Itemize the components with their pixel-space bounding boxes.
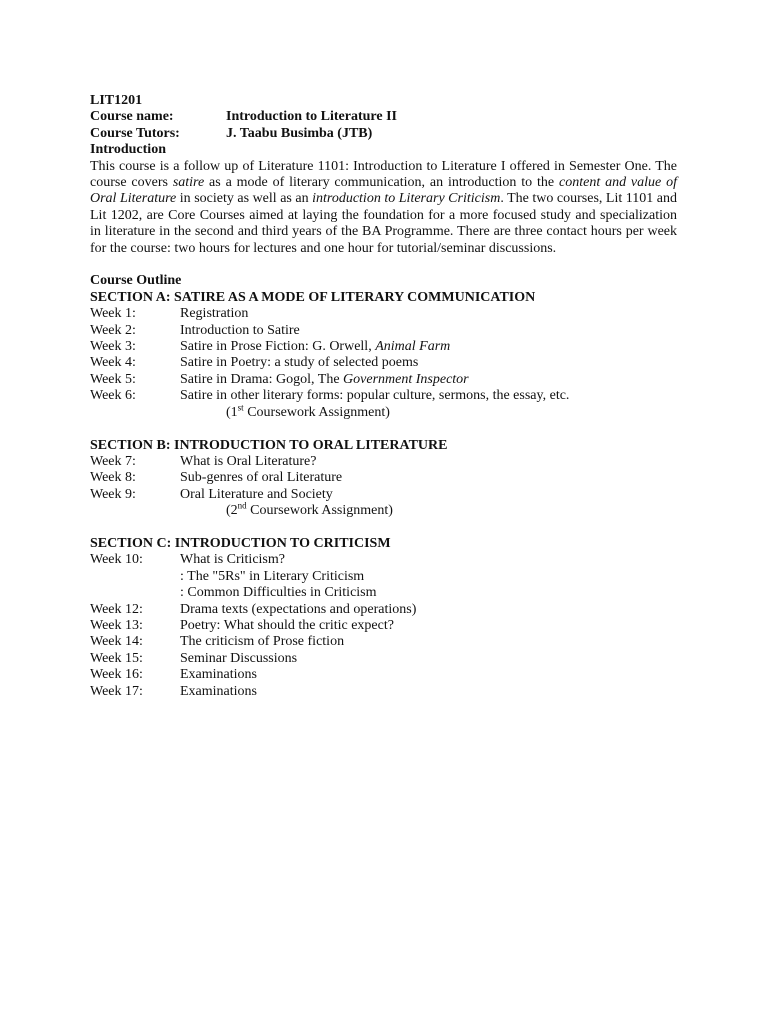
week-subtopic-row — [90, 569, 677, 585]
assignment-text: (2 — [226, 503, 238, 519]
course-outline-heading: Course Outline — [90, 273, 182, 289]
week-label: Week 5: — [90, 371, 136, 387]
week-row — [90, 618, 677, 634]
section-b-title: SECTION B: INTRODUCTION TO ORAL LITERATURE — [90, 437, 448, 453]
week-row — [90, 323, 677, 339]
week-row — [90, 454, 677, 470]
week-row — [90, 552, 677, 568]
course-name-row — [90, 109, 677, 125]
week-topic-title: Government Inspector — [343, 371, 469, 387]
week-topic: Seminar Discussions — [180, 650, 298, 666]
week-row — [90, 651, 677, 667]
week-row — [90, 487, 677, 503]
week-topic: Sub-genres of oral Literature — [180, 470, 343, 486]
week-row — [90, 470, 677, 486]
section-c-title: SECTION C: INTRODUCTION TO CRITICISM — [90, 535, 391, 551]
week-subtopic: : The "5Rs" in Literary Criticism — [180, 568, 365, 584]
document-page — [90, 93, 677, 700]
section-b-weeks — [90, 454, 677, 520]
intro-text-4: . The two courses, Lit 1101 and Lit 1202, are Core Courses aimed at laying the foundation for a more focused study and specialization in literature in the second and third years of the BA Programme. There are three contact hours per week for the course: two hours for lectures and one hour for tutorial/seminar discussions. — [90, 191, 677, 256]
week-label: Week 4: — [90, 355, 136, 371]
assignment-ordinal: st — [237, 402, 244, 413]
week-label: Week 14: — [90, 634, 143, 650]
week-label: Week 8: — [90, 470, 136, 486]
introduction-heading: Introduction — [90, 142, 166, 158]
intro-text-3: in society as well as an — [176, 191, 313, 207]
intro-text-1: This course is a follow up of Literature 1101: Introduction to Literature I offered in Semester One. The course covers — [90, 158, 677, 191]
week-row — [90, 372, 677, 388]
course-tutors-label: Course Tutors: — [90, 125, 180, 141]
week-label: Week 3: — [90, 339, 136, 355]
week-label: Week 12: — [90, 601, 143, 617]
week-row — [90, 306, 677, 322]
intro-emphasis-oral-literature: content and value of Oral Literature — [90, 175, 678, 207]
week-label: Week 13: — [90, 617, 143, 633]
course-name-value: Introduction to Literature II — [226, 109, 397, 125]
section-c-weeks — [90, 552, 677, 700]
week-row — [90, 602, 677, 618]
week-row — [90, 667, 677, 683]
week-topic — [180, 372, 677, 388]
introduction-paragraph — [90, 159, 677, 257]
week-topic: Poetry: What should the critic expect? — [180, 617, 394, 633]
intro-text-2: as a mode of literary communication, an introduction to the — [204, 175, 559, 191]
week-label: Week 6: — [90, 388, 136, 404]
week-topic: Registration — [180, 306, 249, 322]
week-topic: Examinations — [180, 667, 257, 683]
week-topic — [180, 339, 677, 355]
week-row — [90, 684, 677, 700]
week-topic: Oral Literature and Society — [180, 486, 333, 502]
week-topic: Examinations — [180, 683, 257, 699]
week-topic: What is Criticism? — [180, 552, 285, 568]
week-label: Week 10: — [90, 552, 143, 568]
week-topic: Drama texts (expectations and operations) — [180, 601, 417, 617]
week-topic: The criticism of Prose fiction — [180, 634, 345, 650]
section-a-title: SECTION A: SATIRE AS A MODE OF LITERARY COMMUNICATION — [90, 289, 536, 305]
week-topic-title: Animal Farm — [375, 339, 451, 355]
intro-emphasis-criticism: introduction to Literary Criticism — [312, 191, 501, 207]
intro-emphasis-satire: satire — [172, 175, 205, 191]
week-topic: Satire in other literary forms: popular culture, sermons, the essay, etc. — [180, 388, 570, 404]
week-topic-text: Satire in Prose Fiction: G. Orwell, — [180, 339, 376, 355]
week-label: Week 2: — [90, 322, 136, 338]
week-label: Week 1: — [90, 306, 136, 322]
assignment-text: Coursework Assignment) — [243, 404, 390, 420]
week-label: Week 9: — [90, 486, 136, 502]
week-label: Week 17: — [90, 683, 143, 699]
week-row — [90, 339, 677, 355]
week-topic: Satire in Poetry: a study of selected poems — [180, 355, 419, 371]
week-label: Week 16: — [90, 667, 143, 683]
assignment-text: (1 — [226, 404, 238, 420]
week-row — [90, 388, 677, 404]
course-tutors-value: J. Taabu Busimba (JTB) — [226, 125, 373, 141]
week-topic: What is Oral Literature? — [180, 453, 317, 469]
course-code: LIT1201 — [90, 93, 143, 108]
week-label: Week 7: — [90, 453, 136, 469]
week-subtopic: : Common Difficulties in Criticism — [180, 585, 377, 601]
assignment-text: Coursework Assignment) — [246, 503, 393, 519]
week-topic-text: Satire in Drama: Gogol, The — [180, 371, 344, 387]
coursework-assignment-2 — [90, 500, 677, 519]
week-subtopic-row — [90, 585, 677, 601]
week-row — [90, 634, 677, 650]
coursework-assignment-1 — [90, 402, 677, 421]
assignment-ordinal: nd — [237, 500, 247, 511]
course-name-label: Course name: — [90, 109, 174, 125]
section-a-weeks — [90, 306, 677, 421]
week-row — [90, 355, 677, 371]
week-topic: Introduction to Satire — [180, 322, 300, 338]
week-label: Week 15: — [90, 650, 143, 666]
course-tutors-row — [90, 126, 677, 142]
